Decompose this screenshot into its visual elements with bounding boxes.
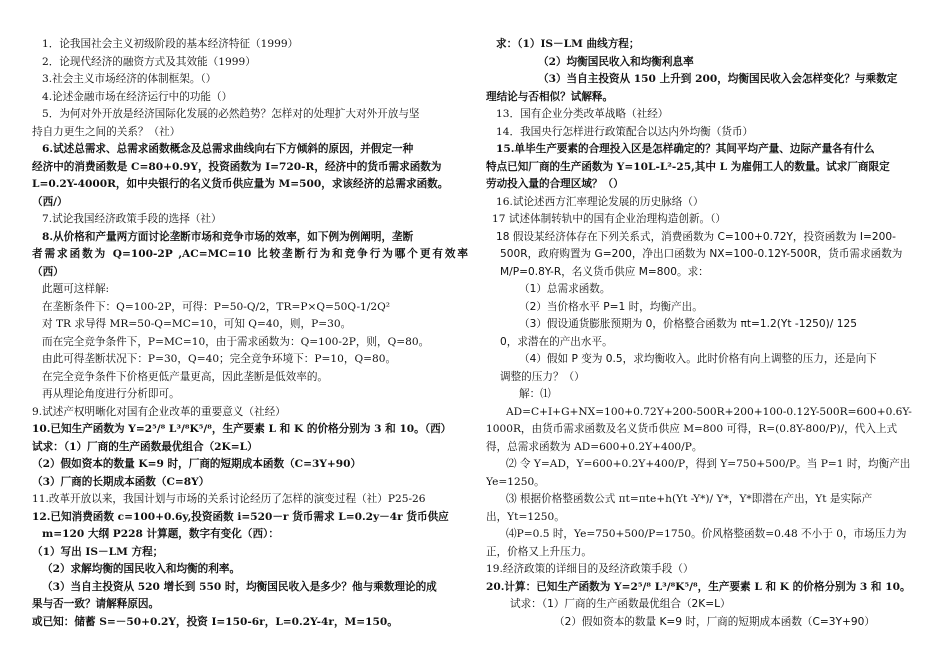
question-13: 13．国有企业分类改革战略（社经） bbox=[496, 108, 669, 120]
question-12-alt-ask: 求：（1）IS－LM 曲线方程； bbox=[496, 38, 640, 50]
question-18-part-3-cont: 0，求潜在的产出水平。 bbox=[500, 335, 613, 348]
question-10-part-3: （3）厂商的长期成本函数（C=8Y） bbox=[32, 475, 210, 488]
question-9: 9.试述产权明晰化对国有企业改革的重要意义（社经） bbox=[32, 405, 286, 418]
question-20-part-2: （2）假如资本的数量 K=9 时，厂商的短期成本函数（C=3Y+90） bbox=[554, 615, 875, 628]
question-12-alt-part-3: （3）当自主投资从 150 上升到 200，均衡国民收入会怎样变化？与乘数定 bbox=[538, 73, 898, 85]
answer-2-cont: Ye=1250。 bbox=[486, 475, 545, 488]
question-12-part-3: （3）当自主投资从 520 增长到 550 时，均衡国民收入是多少？他与乘数理论的成 bbox=[42, 580, 437, 593]
question-12-alt-part-2: （2）均衡国民收入和均衡利息率 bbox=[538, 55, 694, 68]
solution-line-2: 对 TR 求导得 MR=50-Q=MC=10，可知 Q=40，则，P=30。 bbox=[42, 318, 352, 330]
question-20: 20.计算：已知生产函数为 Y=2⁵/⁸ L³/⁸K⁵/⁸，生产要素 L 和 K 的价格分别为 3 和 10。 bbox=[486, 580, 911, 593]
question-10: 10.已知生产函数为 Y=2⁵/⁸ L³/⁸K⁵/⁸，生产要素 L 和 K 的价格分别为 3 和 10。（西） bbox=[32, 423, 452, 435]
solution-line-3: 而在完全竞争条件下，P=MC=10，由于需求函数为：Q=100-2P，则，Q=80。 bbox=[42, 335, 430, 348]
question-6-cont-2: L=0.2Y-4000R，如中央银行的名义货币供应量为 M=500，求该经济的总需求函数。 bbox=[32, 178, 449, 190]
question-1: 1．论我国社会主义初级阶段的基本经济特征（1999） bbox=[42, 38, 299, 50]
answer-3-cont: 出，Yt=1250。 bbox=[486, 510, 565, 523]
question-8-cont-2: （西） bbox=[32, 265, 64, 278]
question-6-cont-3: （西/） bbox=[32, 195, 68, 208]
question-18-cont-1: 500R，政府购置为 G=200，净出口函数为 NX=100-0.12Y-500R，货币需求函数为 bbox=[500, 248, 903, 260]
answer-3: ⑶ 根据价格整函数公式 πt=πte+h(Yt -Y*)/ Y*，Y*即潜在产出，Yt 是实际产 bbox=[506, 493, 873, 505]
solution-intro: 此题可这样解: bbox=[42, 283, 110, 295]
solution-line-5: 在完全竞争条件下价格更低产量更高，因此垄断是低效率的。 bbox=[42, 370, 329, 383]
question-19: 19.经济政策的详细目的及经济政策手段（） bbox=[486, 563, 694, 575]
question-12-part-2: （2）求解均衡的国民收入和均衡的利率。 bbox=[42, 563, 241, 575]
question-10-part-1: 试求：（1）厂商的生产函数最优组合（2K=L） bbox=[32, 440, 258, 453]
question-18-cont-2: M/P=0.8Y-R，名义货币供应 M=800。求： bbox=[500, 265, 709, 278]
question-2: 2．论现代经济的融资方式及其效能（1999） bbox=[42, 55, 256, 68]
question-5-cont: 持自力更生之间的关系？（社） bbox=[32, 125, 181, 138]
question-12-alt-part-3-cont: 理结论与否相似？试解释。 bbox=[486, 90, 614, 103]
question-6-cont-1: 经济中的消费函数是 C=80+0.9Y，投资函数为 I=720-R，经济中的货币需求函数为 bbox=[32, 160, 442, 173]
question-5: 5．为何对外开放是经济国际化发展的必然趋势？怎样对的处理扩大对外开放与坚 bbox=[42, 108, 420, 120]
question-18-part-4: （4）假如 P 变为 0.5，求均衡收入。此时价格有向上调整的压力，还是向下 bbox=[519, 353, 877, 365]
question-12-part-1: （1）写出 IS－LM 方程； bbox=[32, 545, 164, 558]
question-4: 4.论述金融市场在经济运行中的功能（） bbox=[42, 90, 233, 103]
left-column bbox=[32, 36, 468, 631]
question-17: 17 试述体制转轨中的国有企业治理构造创新。（） bbox=[492, 213, 727, 225]
question-18: 18 假设某经济体存在下列关系式，消费函数为 C=100+0.72Y，投资函数为 I=200- bbox=[496, 230, 896, 243]
answer-2: ⑵ 令 Y=AD，Y=600+0.2Y+400/P，得到 Y=750+500/P。当 P=1 时，均衡产出 bbox=[506, 458, 911, 470]
question-8: 8.从价格和产量两方面讨论垄断市场和竞争市场的效率，如下例为例阐明，垄断 bbox=[42, 230, 414, 243]
question-18-part-2: （2）当价格水平 P=1 时，均衡产出。 bbox=[519, 300, 703, 313]
question-12: 12.已知消费函数 c=100+0.6y,投资函数 i=520－r 货币需求 L=0.2y－4r 货币供应 bbox=[32, 510, 449, 523]
question-12-part-3-cont: 果与否一致？请解释原因。 bbox=[32, 598, 160, 610]
question-18-part-3: （3）假设通货膨胀预期为 0，价格整合函数为 πt=1.2(Yt -1250)/ 125 bbox=[519, 318, 857, 330]
solution-line-4: 由此可得垄断状况下：P=30，Q=40；完全竞争环境下：P=10，Q=80。 bbox=[42, 353, 397, 365]
question-12-alt: 或已知：储蓄 S=－50+0.2Y，投资 I=150-6r，L=0.2Y-4r，M=150。 bbox=[32, 615, 398, 628]
answer-1-cont-2: 得，总需求函数为 AD=600+0.2Y+400/P。 bbox=[486, 440, 703, 453]
question-18-part-4-cont: 调整的压力？（） bbox=[500, 370, 585, 383]
question-6: 6.试述总需求、总需求函数概念及总需求曲线向右下方倾斜的原因，并假定一种 bbox=[42, 143, 414, 155]
question-12-cont: m=120 大纲 P228 计算题，数字有变化（西）： bbox=[42, 528, 279, 540]
question-15: 15.单毕生产要素的合理投入区是怎样确定的？其间平均产量、边际产量各有什么 bbox=[496, 143, 875, 155]
answer-1-cont: 1000R，由货币需求函数及名义货币供应 M=800 可得，R=(0.8Y-800/P)/，代入上式 bbox=[486, 423, 898, 435]
question-18-part-1: （1）总需求函数。 bbox=[519, 283, 611, 295]
question-8-cont: 者需求函数为 Q=100-2P ,AC=MC=10 比较垄断行为和竞争行为哪个更有效率 bbox=[32, 248, 468, 260]
answer-4-cont: 正，价格又上升压力。 bbox=[486, 545, 592, 558]
question-15-cont-2: 劳动投入量的合理区域？（） bbox=[486, 178, 624, 190]
answer-4: ⑷P=0.5 时，Ye=750+500/P=1750。价风格整函数=0.48 不小于 0，市场压力为 bbox=[506, 528, 907, 540]
solution-line-1: 在垄断条件下：Q=100-2P，可得：P=50-Q/2，TR=P×Q=50Q-1/2Q² bbox=[42, 300, 391, 313]
question-14: 14．我国央行怎样进行政策配合以达内外均衡（货币） bbox=[496, 125, 754, 138]
question-10-part-2: （2）假如资本的数量 K=9 时，厂商的短期成本函数（C=3Y+90） bbox=[32, 458, 362, 470]
right-column bbox=[486, 36, 922, 631]
question-20-part-1: 试求：（1）厂商的生产函数最优组合（2K=L） bbox=[510, 598, 731, 610]
solution-line-6: 再从理论角度进行分析即可。 bbox=[42, 388, 180, 400]
answer-1: AD=C+I+G+NX=100+0.72Y+200-500R+200+100-0.12Y-500R=600+0.6Y- bbox=[506, 405, 912, 418]
question-7: 7.试论我国经济政策手段的选择（社） bbox=[42, 213, 222, 225]
question-3: 3.社会主义市场经济的体制框架。（） bbox=[42, 73, 217, 85]
question-16: 16.试论述西方汇率理论发展的历史脉络（） bbox=[496, 195, 704, 208]
question-11: 11.改革开放以来，我国计划与市场的关系讨论经历了怎样的演变过程（社）P25-26 bbox=[32, 493, 426, 505]
question-15-cont-1: 特点已知厂商的生产函数为 Y=10L-L²-25,其中 L 为雇佣工人的数量。试求厂商限定 bbox=[486, 160, 890, 173]
answer-label: 解：⑴ bbox=[519, 388, 551, 400]
